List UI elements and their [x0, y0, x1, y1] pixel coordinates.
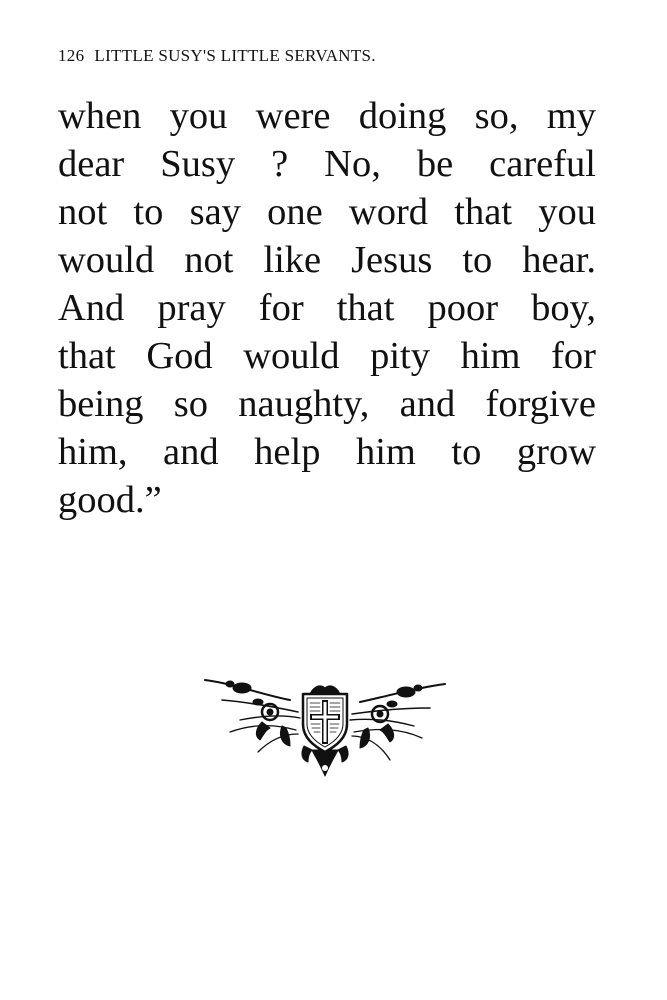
floral-shield-cross-ornament-icon [200, 672, 450, 782]
text-line: good.” [58, 479, 162, 521]
running-head [58, 46, 538, 66]
running-title: LITTLE SUSY'S LITTLE SERVANTS. [94, 46, 376, 65]
body-text [58, 92, 596, 524]
text-line: when you were doing so, my [58, 95, 596, 137]
text-line: not to say one word that you [58, 191, 596, 233]
text-line: would not like Jesus to hear. [58, 239, 596, 281]
text-line: that God would pity him for [58, 335, 596, 377]
page-number: 126 [58, 46, 85, 65]
text-line: dear Susy ? No, be careful [58, 143, 596, 185]
text-line: him, and help him to grow [58, 431, 596, 473]
text-line: And pray for that poor boy, [58, 287, 596, 329]
text-line: being so naughty, and forgive [58, 383, 596, 425]
